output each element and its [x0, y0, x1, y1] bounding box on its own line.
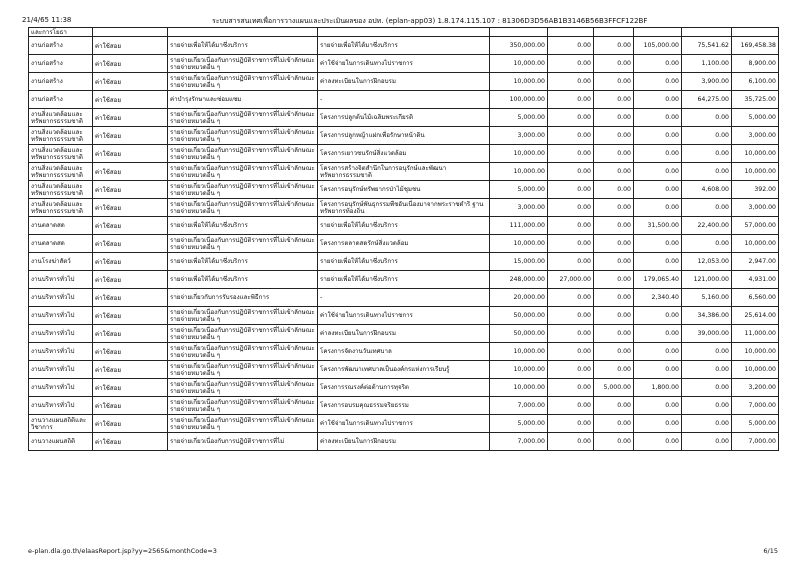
transfer-in-cell: 0.00	[548, 145, 594, 163]
disbursed-cell: 121,000.00	[682, 271, 732, 289]
expense-category-cell: ค่าใช้สอย	[93, 415, 168, 433]
budget-amount-cell: 7,000.00	[490, 433, 548, 451]
transfer-out-cell: 0.00	[594, 109, 634, 127]
table-row	[29, 199, 779, 217]
project-cell: รายจ่ายเพื่อให้ได้มาซึ่งบริการ	[318, 37, 490, 55]
committed-cell: 0.00	[634, 91, 682, 109]
project-cell: รายจ่ายเพื่อให้ได้มาซึ่งบริการ	[318, 253, 490, 271]
committed-cell: 0.00	[634, 361, 682, 379]
expense-category-cell: ค่าใช้สอย	[93, 91, 168, 109]
transfer-out-cell: 0.00	[594, 181, 634, 199]
transfer-out-cell: 0.00	[594, 289, 634, 307]
budget-amount-cell: 3,000.00	[490, 127, 548, 145]
remaining-cell: 35,725.00	[732, 91, 779, 109]
remaining-cell: 7,000.00	[732, 433, 779, 451]
department-cell: งานบริหารทั่วไป	[29, 325, 93, 343]
table-row	[29, 271, 779, 289]
project-cell	[318, 28, 490, 37]
expense-category-cell: ค่าใช้สอย	[93, 127, 168, 145]
expense-type-cell: รายจ่ายเพื่อให้ได้มาซึ่งบริการ	[168, 253, 318, 271]
department-cell: งานบริหารทั่วไป	[29, 397, 93, 415]
committed-cell: 0.00	[634, 397, 682, 415]
transfer-in-cell: 0.00	[548, 253, 594, 271]
table-row	[29, 325, 779, 343]
committed-cell: 0.00	[634, 433, 682, 451]
committed-cell: 0.00	[634, 145, 682, 163]
expense-category-cell: ค่าใช้สอย	[93, 253, 168, 271]
department-cell: งานก่อสร้าง	[29, 91, 93, 109]
department-cell: งานบริหารทั่วไป	[29, 361, 93, 379]
disbursed-cell: 4,608.00	[682, 181, 732, 199]
expense-type-cell: รายจ่ายเพื่อให้ได้มาซึ่งบริการ	[168, 217, 318, 235]
expense-category-cell: ค่าใช้สอย	[93, 307, 168, 325]
department-cell: งานสิ่งแวดล้อมและทรัพยากรธรรมชาติ	[29, 181, 93, 199]
expense-category-cell: ค่าใช้สอย	[93, 235, 168, 253]
remaining-cell: 5,000.00	[732, 415, 779, 433]
budget-amount-cell: 10,000.00	[490, 163, 548, 181]
committed-cell: 0.00	[634, 55, 682, 73]
transfer-in-cell: 0.00	[548, 181, 594, 199]
budget-amount-cell: 10,000.00	[490, 73, 548, 91]
expense-category-cell: ค่าใช้สอย	[93, 289, 168, 307]
transfer-in-cell	[548, 28, 594, 37]
remaining-cell: 392.00	[732, 181, 779, 199]
committed-cell: 105,000.00	[634, 37, 682, 55]
department-cell: งานสิ่งแวดล้อมและทรัพยากรธรรมชาติ	[29, 163, 93, 181]
disbursed-cell: 0.00	[682, 109, 732, 127]
project-cell: ค่าใช้จ่ายในการเดินทางไปราชการ	[318, 307, 490, 325]
expense-category-cell: ค่าใช้สอย	[93, 199, 168, 217]
committed-cell: 0.00	[634, 415, 682, 433]
transfer-in-cell: 0.00	[548, 433, 594, 451]
transfer-in-cell: 0.00	[548, 37, 594, 55]
transfer-out-cell: 0.00	[594, 127, 634, 145]
disbursed-cell: 3,900.00	[682, 73, 732, 91]
transfer-out-cell: 0.00	[594, 217, 634, 235]
remaining-cell: 5,000.00	[732, 109, 779, 127]
expense-type-cell: รายจ่ายเกี่ยวเนื่องกับการปฏิบัติราชการที่ไม่เข้าลักษณะรายจ่ายหมวดอื่น ๆ	[168, 109, 318, 127]
committed-cell: 0.00	[634, 163, 682, 181]
budget-amount-cell: 3,000.00	[490, 199, 548, 217]
department-cell: งานสิ่งแวดล้อมและทรัพยากรธรรมชาติ	[29, 199, 93, 217]
disbursed-cell: 22,400.00	[682, 217, 732, 235]
disbursed-cell: 0.00	[682, 433, 732, 451]
table-row	[29, 217, 779, 235]
budget-amount-cell: 20,000.00	[490, 289, 548, 307]
remaining-cell: 3,000.00	[732, 199, 779, 217]
department-cell: งานตลาดสด	[29, 235, 93, 253]
project-cell: โครงการอบรมคุณธรรมจริยธรรม	[318, 397, 490, 415]
project-cell: โครงการเยาวชนรักษ์สิ่งแวดล้อม	[318, 145, 490, 163]
remaining-cell: 57,000.00	[732, 217, 779, 235]
committed-cell: 0.00	[634, 199, 682, 217]
transfer-out-cell: 0.00	[594, 55, 634, 73]
remaining-cell: 3,200.00	[732, 379, 779, 397]
expense-type-cell: รายจ่ายเกี่ยวเนื่องกับการปฏิบัติราชการที่ไม่เข้าลักษณะรายจ่ายหมวดอื่น ๆ	[168, 199, 318, 217]
remaining-cell: 10,000.00	[732, 163, 779, 181]
header-datetime: 21/4/65 11:38	[22, 16, 72, 24]
committed-cell: 0.00	[634, 73, 682, 91]
expense-category-cell: ค่าใช้สอย	[93, 433, 168, 451]
expense-type-cell: รายจ่ายเกี่ยวเนื่องกับการปฏิบัติราชการที่ไม่เข้าลักษณะรายจ่ายหมวดอื่น ๆ	[168, 307, 318, 325]
project-cell: -	[318, 289, 490, 307]
transfer-out-cell: 0.00	[594, 37, 634, 55]
disbursed-cell: 0.00	[682, 163, 732, 181]
transfer-in-cell: 0.00	[548, 415, 594, 433]
transfer-out-cell: 0.00	[594, 145, 634, 163]
expense-type-cell	[168, 28, 318, 37]
expense-type-cell: รายจ่ายเพื่อให้ได้มาซึ่งบริการ	[168, 271, 318, 289]
budget-amount-cell: 5,000.00	[490, 415, 548, 433]
project-cell: โครงการจัดงานวันเทศบาล	[318, 343, 490, 361]
expense-category-cell: ค่าใช้สอย	[93, 217, 168, 235]
committed-cell: 2,340.40	[634, 289, 682, 307]
expense-category-cell: ค่าใช้สอย	[93, 145, 168, 163]
project-cell: -	[318, 91, 490, 109]
department-cell: งานก่อสร้าง	[29, 55, 93, 73]
department-cell: งานตลาดสด	[29, 217, 93, 235]
project-cell: โครงการพัฒนาเทศบาลเป็นองค์กรแห่งการเรียนรู้	[318, 361, 490, 379]
department-cell: งานวางแผนสถิติและวิชาการ	[29, 415, 93, 433]
remaining-cell: 10,000.00	[732, 235, 779, 253]
remaining-cell: 6,560.00	[732, 289, 779, 307]
remaining-cell: 25,614.00	[732, 307, 779, 325]
department-cell: งานสิ่งแวดล้อมและทรัพยากรธรรมชาติ	[29, 109, 93, 127]
disbursed-cell: 0.00	[682, 415, 732, 433]
table-row	[29, 145, 779, 163]
disbursed-cell: 75,541.62	[682, 37, 732, 55]
transfer-in-cell: 0.00	[548, 307, 594, 325]
expense-category-cell: ค่าใช้สอย	[93, 271, 168, 289]
table-row	[29, 379, 779, 397]
transfer-out-cell: 0.00	[594, 271, 634, 289]
table-row	[29, 181, 779, 199]
transfer-out-cell: 5,000.00	[594, 379, 634, 397]
department-cell: งานบริหารทั่วไป	[29, 379, 93, 397]
project-cell: ค่าลงทะเบียนในการฝึกอบรม	[318, 325, 490, 343]
department-cell: งานสิ่งแวดล้อมและทรัพยากรธรรมชาติ	[29, 127, 93, 145]
transfer-out-cell: 0.00	[594, 91, 634, 109]
transfer-out-cell: 0.00	[594, 343, 634, 361]
department-cell: งานบริหารทั่วไป	[29, 289, 93, 307]
budget-amount-cell: 10,000.00	[490, 55, 548, 73]
committed-cell: 0.00	[634, 325, 682, 343]
transfer-out-cell: 0.00	[594, 163, 634, 181]
transfer-in-cell: 0.00	[548, 91, 594, 109]
table-row	[29, 307, 779, 325]
expense-type-cell: รายจ่ายเกี่ยวเนื่องกับการปฏิบัติราชการที่ไม่เข้าลักษณะรายจ่ายหมวดอื่น ๆ	[168, 163, 318, 181]
table-row	[29, 397, 779, 415]
table-row	[29, 415, 779, 433]
expense-type-cell: รายจ่ายเกี่ยวกับการรับรองและพิธีการ	[168, 289, 318, 307]
disbursed-cell: 0.00	[682, 343, 732, 361]
expense-category-cell: ค่าใช้สอย	[93, 397, 168, 415]
disbursed-cell: 1,100.00	[682, 55, 732, 73]
table-row	[29, 163, 779, 181]
disbursed-cell: 0.00	[682, 199, 732, 217]
project-cell: โครงการรณรงค์ต่อต้านการทุจริต	[318, 379, 490, 397]
project-cell: ค่าใช้จ่ายในการเดินทางไปราชการ	[318, 55, 490, 73]
disbursed-cell: 12,053.00	[682, 253, 732, 271]
transfer-in-cell: 27,000.00	[548, 271, 594, 289]
remaining-cell: 11,000.00	[732, 325, 779, 343]
footer-url: e-plan.dla.go.th/elaasReport.jsp?yy=2565&monthCode=3	[28, 547, 217, 555]
project-cell: โครงการอนุรักษ์ทรัพยากรป่าไม้ชุมชน	[318, 181, 490, 199]
expense-type-cell: รายจ่ายเกี่ยวเนื่องกับการปฏิบัติราชการที่ไม่เข้าลักษณะรายจ่ายหมวดอื่น ๆ	[168, 181, 318, 199]
table-row	[29, 37, 779, 55]
expense-type-cell: ค่าบำรุงรักษาและซ่อมแซม	[168, 91, 318, 109]
department-cell: งานก่อสร้าง	[29, 37, 93, 55]
remaining-cell	[732, 28, 779, 37]
transfer-in-cell: 0.00	[548, 127, 594, 145]
transfer-out-cell: 0.00	[594, 325, 634, 343]
transfer-in-cell: 0.00	[548, 361, 594, 379]
expense-type-cell: รายจ่ายเกี่ยวเนื่องกับการปฏิบัติราชการที่ไม่เข้าลักษณะรายจ่ายหมวดอื่น ๆ	[168, 325, 318, 343]
budget-amount-cell: 111,000.00	[490, 217, 548, 235]
transfer-in-cell: 0.00	[548, 289, 594, 307]
committed-cell: 31,500.00	[634, 217, 682, 235]
expense-type-cell: รายจ่ายเกี่ยวเนื่องกับการปฏิบัติราชการที่ไม่เข้าลักษณะรายจ่ายหมวดอื่น ๆ	[168, 235, 318, 253]
expense-type-cell: รายจ่ายเพื่อให้ได้มาซึ่งบริการ	[168, 37, 318, 55]
transfer-in-cell: 0.00	[548, 199, 594, 217]
remaining-cell: 10,000.00	[732, 361, 779, 379]
expense-category-cell: ค่าใช้สอย	[93, 325, 168, 343]
remaining-cell: 8,900.00	[732, 55, 779, 73]
table-row	[29, 343, 779, 361]
expense-category-cell	[93, 28, 168, 37]
committed-cell: 0.00	[634, 307, 682, 325]
budget-amount-cell	[490, 28, 548, 37]
expense-category-cell: ค่าใช้สอย	[93, 343, 168, 361]
department-cell: งานบริหารทั่วไป	[29, 307, 93, 325]
transfer-out-cell	[594, 28, 634, 37]
expense-type-cell: รายจ่ายเกี่ยวเนื่องกับการปฏิบัติราชการที่ไม่เข้าลักษณะรายจ่ายหมวดอื่น ๆ	[168, 73, 318, 91]
table-row	[29, 28, 779, 37]
remaining-cell: 7,000.00	[732, 397, 779, 415]
transfer-in-cell: 0.00	[548, 109, 594, 127]
project-cell: โครงการอนุรักษ์พันธุกรรมพืชอันเนื่องมาจากพระราชดำริ ฐานทรัพยากรท้องถิ่น	[318, 199, 490, 217]
remaining-cell: 169,458.38	[732, 37, 779, 55]
project-cell: ค่าลงทะเบียนในการฝึกอบรม	[318, 73, 490, 91]
page-header	[22, 16, 778, 26]
department-cell: และการโยธา	[29, 28, 93, 37]
committed-cell: 1,800.00	[634, 379, 682, 397]
expense-category-cell: ค่าใช้สอย	[93, 181, 168, 199]
expense-type-cell: รายจ่ายเกี่ยวเนื่องกับการปฏิบัติราชการที่ไม่เข้าลักษณะรายจ่ายหมวดอื่น ๆ	[168, 397, 318, 415]
table-row	[29, 73, 779, 91]
table-row	[29, 235, 779, 253]
transfer-in-cell: 0.00	[548, 235, 594, 253]
remaining-cell: 10,000.00	[732, 343, 779, 361]
project-cell: โครงการตลาดสดรักษ์สิ่งแวดล้อม	[318, 235, 490, 253]
budget-amount-cell: 10,000.00	[490, 343, 548, 361]
disbursed-cell: 0.00	[682, 361, 732, 379]
budget-amount-cell: 248,000.00	[490, 271, 548, 289]
remaining-cell: 2,947.00	[732, 253, 779, 271]
transfer-in-cell: 0.00	[548, 343, 594, 361]
disbursed-cell: 0.00	[682, 127, 732, 145]
transfer-in-cell: 0.00	[548, 73, 594, 91]
table-row	[29, 55, 779, 73]
committed-cell: 0.00	[634, 343, 682, 361]
expense-type-cell: รายจ่ายเกี่ยวเนื่องกับการปฏิบัติราชการที่ไม่เข้าลักษณะรายจ่ายหมวดอื่น ๆ	[168, 145, 318, 163]
budget-amount-cell: 10,000.00	[490, 379, 548, 397]
disbursed-cell: 5,160.00	[682, 289, 732, 307]
remaining-cell: 10,000.00	[732, 145, 779, 163]
expense-type-cell: รายจ่ายเกี่ยวเนื่องกับการปฏิบัติราชการที่ไม่เข้าลักษณะรายจ่ายหมวดอื่น ๆ	[168, 343, 318, 361]
table-row	[29, 361, 779, 379]
budget-amount-cell: 7,000.00	[490, 397, 548, 415]
disbursed-cell: 0.00	[682, 397, 732, 415]
transfer-out-cell: 0.00	[594, 415, 634, 433]
table-row	[29, 289, 779, 307]
expense-category-cell: ค่าใช้สอย	[93, 379, 168, 397]
budget-amount-cell: 50,000.00	[490, 307, 548, 325]
project-cell: ค่าใช้จ่ายในการเดินทางไปราชการ	[318, 415, 490, 433]
department-cell: งานบริหารทั่วไป	[29, 271, 93, 289]
department-cell: งานบริหารทั่วไป	[29, 343, 93, 361]
disbursed-cell: 39,000.00	[682, 325, 732, 343]
table-row	[29, 127, 779, 145]
expense-type-cell: รายจ่ายเกี่ยวเนื่องกับการปฏิบัติราชการที่ไม่เข้าลักษณะรายจ่ายหมวดอื่น ๆ	[168, 361, 318, 379]
footer-page-number: 6/15	[763, 547, 778, 555]
disbursed-cell: 64,275.00	[682, 91, 732, 109]
expense-type-cell: รายจ่ายเกี่ยวเนื่องกับการปฏิบัติราชการที่ไม่เข้าลักษณะรายจ่ายหมวดอื่น ๆ	[168, 55, 318, 73]
expense-category-cell: ค่าใช้สอย	[93, 73, 168, 91]
transfer-out-cell: 0.00	[594, 253, 634, 271]
department-cell: งานสิ่งแวดล้อมและทรัพยากรธรรมชาติ	[29, 145, 93, 163]
expense-type-cell: รายจ่ายเกี่ยวเนื่องกับการปฏิบัติราชการที่ไม่เข้าลักษณะรายจ่ายหมวดอื่น ๆ	[168, 415, 318, 433]
table-row	[29, 91, 779, 109]
remaining-cell: 6,100.00	[732, 73, 779, 91]
expense-type-cell: รายจ่ายเกี่ยวเนื่องกับการปฏิบัติราชการที่ไม่เข้าลักษณะรายจ่ายหมวดอื่น ๆ	[168, 127, 318, 145]
department-cell: งานโรงฆ่าสัตว์	[29, 253, 93, 271]
disbursed-cell: 34,386.00	[682, 307, 732, 325]
disbursed-cell: 0.00	[682, 235, 732, 253]
committed-cell	[634, 28, 682, 37]
disbursed-cell: 0.00	[682, 145, 732, 163]
project-cell: โครงการปลูกหญ้าแฝกเพื่อรักษาหน้าดิน	[318, 127, 490, 145]
department-cell: งานวางแผนสถิติ	[29, 433, 93, 451]
transfer-out-cell: 0.00	[594, 307, 634, 325]
transfer-out-cell: 0.00	[594, 397, 634, 415]
table-row	[29, 433, 779, 451]
project-cell: โครงการสร้างจิตสำนึกในการอนุรักษ์และพัฒนาทรัพยากรธรรมชาติ	[318, 163, 490, 181]
table-row	[29, 109, 779, 127]
transfer-out-cell: 0.00	[594, 199, 634, 217]
budget-amount-cell: 100,000.00	[490, 91, 548, 109]
transfer-in-cell: 0.00	[548, 55, 594, 73]
project-cell: รายจ่ายเพื่อให้ได้มาซึ่งบริการ	[318, 217, 490, 235]
budget-amount-cell: 15,000.00	[490, 253, 548, 271]
disbursed-cell	[682, 28, 732, 37]
committed-cell: 0.00	[634, 127, 682, 145]
committed-cell: 179,065.40	[634, 271, 682, 289]
project-cell: ค่าลงทะเบียนในการฝึกอบรม	[318, 433, 490, 451]
disbursed-cell: 0.00	[682, 379, 732, 397]
budget-amount-cell: 10,000.00	[490, 361, 548, 379]
committed-cell: 0.00	[634, 109, 682, 127]
committed-cell: 0.00	[634, 253, 682, 271]
project-cell: โครงการปลูกต้นไม้เฉลิมพระเกียรติ	[318, 109, 490, 127]
budget-amount-cell: 50,000.00	[490, 325, 548, 343]
department-cell: งานก่อสร้าง	[29, 73, 93, 91]
project-cell: รายจ่ายเพื่อให้ได้มาซึ่งบริการ	[318, 271, 490, 289]
committed-cell: 0.00	[634, 235, 682, 253]
budget-table	[28, 27, 779, 451]
transfer-in-cell: 0.00	[548, 217, 594, 235]
expense-type-cell: รายจ่ายเกี่ยวเนื่องกับการปฏิบัติราชการที่ไม่เข้าลักษณะรายจ่ายหมวดอื่น ๆ	[168, 379, 318, 397]
transfer-out-cell: 0.00	[594, 361, 634, 379]
header-title: ระบบสารสนเทศเพื่อการวางแผนและประเมินผลของ อปท. (eplan-app03) 1.8.174.115.107 : 81306D3D56AB1B3146B56B3FFCF122BF	[212, 17, 648, 25]
transfer-in-cell: 0.00	[548, 379, 594, 397]
budget-amount-cell: 5,000.00	[490, 181, 548, 199]
transfer-out-cell: 0.00	[594, 235, 634, 253]
expense-category-cell: ค่าใช้สอย	[93, 37, 168, 55]
transfer-out-cell: 0.00	[594, 433, 634, 451]
budget-amount-cell: 350,000.00	[490, 37, 548, 55]
budget-amount-cell: 10,000.00	[490, 235, 548, 253]
transfer-out-cell: 0.00	[594, 73, 634, 91]
remaining-cell: 4,931.00	[732, 271, 779, 289]
transfer-in-cell: 0.00	[548, 397, 594, 415]
budget-amount-cell: 5,000.00	[490, 109, 548, 127]
expense-category-cell: ค่าใช้สอย	[93, 163, 168, 181]
remaining-cell: 3,000.00	[732, 127, 779, 145]
table-row	[29, 253, 779, 271]
committed-cell: 0.00	[634, 181, 682, 199]
expense-category-cell: ค่าใช้สอย	[93, 55, 168, 73]
expense-category-cell: ค่าใช้สอย	[93, 109, 168, 127]
expense-category-cell: ค่าใช้สอย	[93, 361, 168, 379]
expense-type-cell: รายจ่ายเกี่ยวเนื่องกับการปฏิบัติราชการที่ไม่	[168, 433, 318, 451]
budget-amount-cell: 10,000.00	[490, 145, 548, 163]
transfer-in-cell: 0.00	[548, 163, 594, 181]
transfer-in-cell: 0.00	[548, 325, 594, 343]
